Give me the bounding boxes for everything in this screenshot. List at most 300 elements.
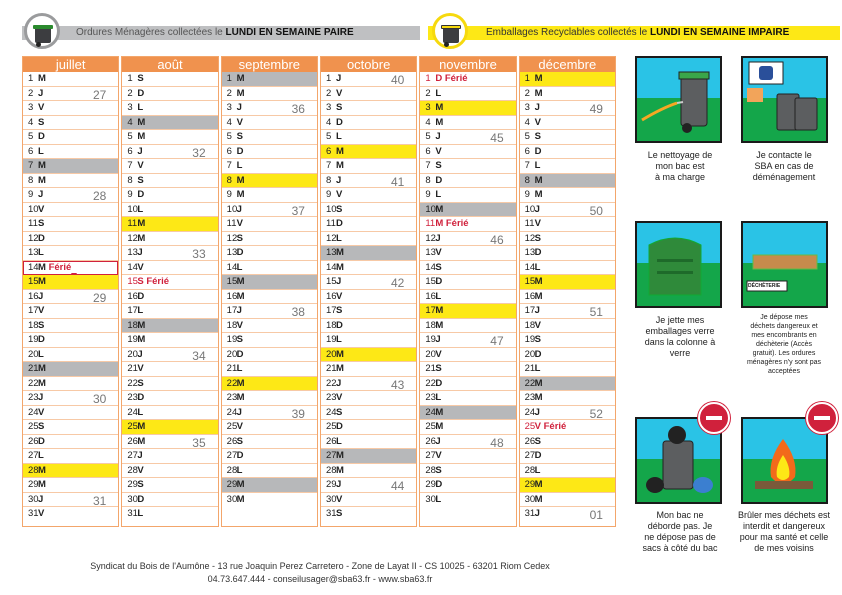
day-letter: M — [435, 203, 444, 215]
week-number: 51 — [589, 305, 603, 319]
day-number: 5 — [325, 131, 332, 142]
day-number: 1 — [127, 73, 133, 84]
day-row — [321, 348, 416, 363]
month-column — [419, 56, 516, 527]
day-number: 25 — [524, 421, 536, 432]
banner-recyclables-day: LUNDI EN SEMAINE IMPAIRE — [649, 27, 790, 38]
day-row — [23, 130, 118, 145]
day-letter: S — [38, 421, 45, 432]
day-row — [420, 464, 515, 479]
day-row — [520, 493, 615, 508]
day-row — [420, 72, 515, 87]
footer-address: Syndicat du Bois de l'Aumône - 13 rue Joaquin Perez Carretero - Zone de Layat II - CS 10025 - 63201 Riom Cedex — [90, 561, 550, 571]
month-header: septembre — [222, 57, 317, 72]
day-row — [520, 246, 615, 261]
day-number: 7 — [325, 160, 332, 171]
day-row — [420, 333, 515, 348]
day-number: 9 — [226, 189, 232, 200]
day-letter: V — [38, 305, 45, 316]
day-number: 7 — [127, 160, 133, 171]
day-row — [23, 101, 118, 116]
day-row — [520, 348, 615, 363]
day-row — [23, 246, 118, 261]
day-number: 23 — [127, 392, 138, 403]
day-letter: L — [137, 203, 144, 215]
day-letter: M — [236, 290, 245, 302]
day-row — [420, 304, 515, 319]
day-row — [222, 420, 317, 435]
day-row — [23, 217, 118, 232]
day-letter: D — [534, 450, 542, 461]
day-letter: V — [435, 145, 442, 157]
no-burning-caption: Brûler mes déchets est interdit et dangereux pour ma santé et celle de mes voisins — [737, 510, 831, 553]
day-row — [222, 116, 317, 131]
day-number: 4 — [425, 116, 431, 128]
day-letter: M — [38, 464, 46, 476]
day-number: 7 — [425, 160, 431, 171]
day-letter: L — [38, 247, 44, 258]
day-row — [420, 290, 515, 305]
day-number: 12 — [28, 232, 39, 244]
week-number: 38 — [291, 305, 305, 319]
day-row — [23, 174, 118, 189]
day-letter: J — [534, 508, 540, 519]
day-row — [222, 261, 317, 276]
day-letter: J — [38, 392, 44, 403]
day-row — [23, 333, 118, 348]
day-letter: V — [236, 319, 243, 331]
day-letter: V — [534, 116, 541, 128]
day-row — [122, 290, 217, 305]
day-number: 26 — [425, 435, 436, 447]
day-row — [23, 319, 118, 334]
recycling-bin-icon — [432, 13, 468, 49]
day-row — [122, 145, 217, 160]
day-row — [520, 217, 615, 232]
day-row — [520, 188, 615, 203]
day-row — [122, 435, 217, 450]
day-row — [122, 232, 217, 247]
day-row — [122, 478, 217, 493]
day-letter: S — [435, 464, 442, 476]
day-number: 12 — [226, 232, 238, 244]
day-number: 2 — [425, 87, 431, 99]
day-row — [420, 232, 515, 247]
day-letter: S — [236, 131, 243, 142]
day-letter: D — [38, 435, 45, 447]
day-number: 21 — [524, 363, 536, 374]
day-letter: M — [435, 218, 444, 229]
day-row — [122, 348, 217, 363]
day-row — [520, 377, 615, 392]
day-number: 27 — [425, 450, 436, 461]
day-row — [222, 87, 317, 102]
day-number: 17 — [28, 305, 39, 316]
day-row — [520, 304, 615, 319]
moving-illustration — [741, 56, 828, 143]
day-number: 9 — [127, 189, 133, 200]
day-row — [321, 478, 416, 493]
day-letter: L — [236, 160, 243, 171]
day-number: 11 — [425, 218, 436, 229]
day-row — [321, 246, 416, 261]
day-letter: J — [435, 435, 441, 447]
day-row — [122, 217, 217, 232]
day-row — [122, 406, 217, 421]
day-number: 2 — [524, 87, 530, 99]
day-number: 9 — [524, 189, 530, 200]
day-number: 24 — [425, 406, 436, 418]
day-number: 25 — [127, 421, 138, 432]
day-letter: M — [534, 276, 543, 287]
day-row — [122, 391, 217, 406]
day-number: 30 — [127, 493, 138, 505]
day-letter: L — [236, 363, 243, 374]
day-number: 13 — [127, 247, 138, 258]
day-letter: D — [236, 348, 244, 360]
day-row — [122, 507, 217, 522]
day-letter: M — [435, 319, 444, 331]
day-row — [122, 87, 217, 102]
day-number: 2 — [325, 87, 332, 99]
day-number: 2 — [226, 87, 232, 99]
day-number: 30 — [425, 493, 436, 505]
day-number: 31 — [28, 508, 39, 519]
day-letter: M — [38, 261, 46, 273]
day-letter: V — [435, 247, 442, 258]
day-number: 15 — [425, 276, 436, 287]
day-letter: M — [435, 102, 444, 113]
day-number: 22 — [127, 377, 138, 389]
day-number: 27 — [325, 450, 337, 461]
day-number: 23 — [425, 392, 436, 403]
day-row — [222, 174, 317, 189]
day-number: 24 — [325, 406, 337, 418]
day-letter: V — [335, 493, 343, 505]
day-row — [23, 145, 118, 160]
cleaning-caption: Le nettoyage de mon bac est à ma charge — [647, 150, 713, 182]
day-row — [23, 203, 118, 218]
footer-contact[interactable]: 04.73.647.444 - conseilusager@sba63.fr - www.sba63.fr — [207, 574, 433, 584]
day-letter: L — [534, 363, 541, 374]
day-row — [420, 406, 515, 421]
day-number: 16 — [28, 290, 39, 302]
day-row — [520, 159, 615, 174]
day-letter: L — [435, 87, 442, 99]
day-number: 10 — [226, 203, 238, 215]
day-letter: V — [38, 406, 45, 418]
collection-calendar — [22, 56, 616, 527]
day-number: 12 — [425, 232, 436, 244]
day-letter: S — [534, 131, 541, 142]
day-number: 22 — [524, 377, 536, 389]
day-number: 20 — [524, 348, 536, 360]
day-row — [122, 464, 217, 479]
day-letter: L — [435, 290, 442, 302]
day-row — [321, 159, 416, 174]
day-number: 26 — [226, 435, 238, 447]
day-number: 8 — [127, 174, 133, 186]
day-number: 16 — [524, 290, 536, 302]
day-number: 1 — [325, 73, 332, 84]
waste-center-caption: Je dépose mes déchets dangereux et mes encombrants en déchèterie (Accès gratuit). Les ordures ménagères n'y sont pas acceptées — [746, 314, 822, 375]
day-number: 14 — [226, 261, 238, 273]
day-number: 5 — [226, 131, 232, 142]
day-number: 2 — [127, 87, 133, 99]
day-letter: M — [137, 131, 146, 142]
day-letter: D — [38, 131, 45, 142]
day-letter: L — [38, 450, 44, 461]
day-row — [321, 188, 416, 203]
day-row — [520, 116, 615, 131]
day-letter: M — [534, 87, 543, 99]
day-number: 14 — [127, 261, 138, 273]
day-number: 30 — [325, 493, 337, 505]
day-number: 11 — [524, 218, 535, 229]
day-number: 14 — [325, 261, 337, 273]
day-number: 30 — [226, 493, 238, 505]
day-letter: V — [38, 102, 45, 113]
day-letter: M — [335, 145, 344, 157]
day-number: 27 — [524, 450, 536, 461]
day-letter: M — [534, 392, 543, 403]
day-number: 6 — [325, 145, 332, 157]
day-row — [23, 507, 118, 522]
day-row — [222, 333, 317, 348]
day-number: 26 — [127, 435, 138, 447]
day-row — [122, 246, 217, 261]
day-letter: V — [534, 421, 541, 432]
moving-caption: Je contacte le SBA en cas de déménagement — [752, 150, 816, 182]
day-row — [23, 391, 118, 406]
day-row — [420, 362, 515, 377]
day-row — [122, 377, 217, 392]
day-number: 25 — [226, 421, 238, 432]
day-row — [321, 203, 416, 218]
banner-household-text: Ordures Ménagères collectées le — [76, 27, 223, 38]
day-number: 15 — [524, 276, 536, 287]
day-letter: M — [38, 363, 46, 374]
day-row — [222, 464, 317, 479]
day-row — [420, 449, 515, 464]
day-letter: L — [38, 348, 44, 360]
day-letter: S — [534, 334, 541, 345]
day-number: 28 — [425, 464, 436, 476]
day-letter: V — [335, 290, 343, 302]
glass-container-illustration — [635, 221, 722, 308]
day-number: 18 — [127, 319, 138, 331]
day-row — [122, 203, 217, 218]
day-row — [321, 217, 416, 232]
day-number: 24 — [28, 406, 39, 418]
holiday-label: Férié — [48, 261, 72, 273]
day-letter: M — [335, 363, 344, 374]
week-number: 30 — [92, 392, 107, 406]
day-row — [420, 188, 515, 203]
day-number: 29 — [127, 479, 138, 490]
day-letter: L — [137, 406, 144, 418]
day-number: 31 — [127, 508, 138, 519]
day-letter: D — [137, 493, 145, 505]
day-number: 10 — [524, 203, 536, 215]
day-number: 4 — [127, 116, 133, 128]
day-number: 20 — [425, 348, 436, 360]
day-letter: S — [335, 203, 343, 215]
day-number: 26 — [524, 435, 536, 447]
day-letter: V — [137, 261, 144, 273]
day-letter: J — [335, 479, 342, 490]
day-letter: L — [335, 334, 342, 345]
day-letter: V — [137, 464, 144, 476]
day-row — [321, 319, 416, 334]
day-letter: M — [137, 319, 146, 331]
waste-center-illustration — [741, 221, 828, 308]
day-number: 3 — [127, 102, 133, 113]
day-number: 5 — [127, 131, 133, 142]
banner-household-waste — [22, 26, 420, 40]
day-row — [520, 130, 615, 145]
day-number: 10 — [127, 203, 138, 215]
day-letter: M — [236, 392, 245, 403]
day-row — [321, 275, 416, 290]
day-row — [222, 319, 317, 334]
day-letter: J — [534, 406, 540, 418]
day-row — [420, 116, 515, 131]
day-row — [23, 493, 118, 508]
day-row — [222, 493, 317, 508]
day-number: 15 — [325, 276, 337, 287]
day-row — [420, 130, 515, 145]
day-row — [321, 174, 416, 189]
day-row — [420, 217, 515, 232]
day-number: 28 — [226, 464, 238, 476]
day-letter: M — [534, 73, 543, 84]
day-letter: L — [435, 392, 442, 403]
week-number: 36 — [291, 102, 305, 116]
day-row — [420, 377, 515, 392]
day-number: 4 — [524, 116, 530, 128]
day-row — [321, 493, 416, 508]
day-number: 6 — [524, 145, 530, 157]
day-number: 11 — [28, 218, 38, 229]
day-number: 1 — [524, 73, 530, 84]
day-number: 4 — [226, 116, 232, 128]
day-letter: D — [534, 348, 542, 360]
day-letter: V — [534, 218, 541, 229]
day-letter: L — [137, 305, 144, 316]
day-letter: D — [435, 73, 443, 84]
holiday-label: Férié — [444, 73, 468, 84]
day-row — [122, 333, 217, 348]
day-letter: D — [435, 174, 443, 186]
day-row — [321, 435, 416, 450]
day-letter: J — [435, 334, 441, 345]
day-number: 3 — [226, 102, 232, 113]
day-letter: S — [534, 435, 541, 447]
day-row — [23, 304, 118, 319]
day-number: 3 — [325, 102, 332, 113]
household-bin-icon — [24, 13, 60, 49]
day-number: 13 — [325, 247, 337, 258]
day-letter: L — [335, 131, 342, 142]
day-letter: J — [38, 189, 44, 200]
day-letter: S — [335, 406, 343, 418]
day-row — [23, 261, 118, 276]
day-letter: V — [137, 160, 144, 171]
day-row — [222, 478, 317, 493]
day-number: 16 — [425, 290, 436, 302]
day-number: 15 — [226, 276, 238, 287]
day-letter: M — [137, 435, 146, 447]
day-row — [23, 406, 118, 421]
day-row — [23, 420, 118, 435]
week-number: 50 — [589, 203, 603, 218]
day-letter: M — [335, 160, 344, 171]
day-row — [520, 435, 615, 450]
week-number: 47 — [490, 334, 504, 348]
day-row — [520, 478, 615, 493]
day-letter: V — [335, 392, 343, 403]
day-letter: M — [335, 464, 344, 476]
day-number: 26 — [28, 435, 39, 447]
day-number: 23 — [28, 392, 39, 403]
day-row — [23, 362, 118, 377]
day-row — [222, 304, 317, 319]
day-number: 7 — [226, 160, 232, 171]
day-number: 6 — [226, 145, 232, 157]
day-number: 30 — [524, 493, 536, 505]
day-letter: S — [335, 305, 343, 316]
day-row — [122, 159, 217, 174]
day-row — [321, 116, 416, 131]
day-letter: J — [534, 102, 540, 113]
day-letter: L — [137, 102, 144, 113]
day-number: 17 — [226, 305, 238, 316]
day-letter: S — [137, 174, 144, 186]
day-letter: S — [435, 261, 442, 273]
day-number: 29 — [524, 479, 536, 490]
day-row — [222, 377, 317, 392]
day-letter: L — [137, 508, 144, 519]
day-letter: D — [137, 290, 145, 302]
day-letter: M — [335, 348, 344, 360]
day-number: 13 — [524, 247, 536, 258]
holiday-label: Férié — [543, 421, 567, 432]
day-letter: J — [38, 87, 44, 99]
day-number: 24 — [226, 406, 238, 418]
day-letter: L — [236, 261, 243, 273]
day-letter: M — [236, 479, 245, 490]
day-number: 20 — [127, 348, 138, 360]
day-row — [420, 348, 515, 363]
day-row — [520, 275, 615, 290]
day-number: 22 — [226, 377, 238, 389]
day-number: 25 — [425, 421, 436, 432]
week-number: 49 — [589, 102, 603, 116]
day-letter: M — [435, 305, 444, 316]
day-letter: M — [534, 174, 543, 186]
day-number: 22 — [325, 377, 337, 389]
day-number: 27 — [28, 450, 39, 461]
week-number: 33 — [192, 247, 206, 261]
banner-recyclables-text: Emballages Recyclables collectés le — [486, 27, 648, 38]
day-row — [222, 290, 317, 305]
day-row — [520, 406, 615, 421]
day-row — [520, 101, 615, 116]
day-letter: M — [236, 276, 245, 287]
day-row — [222, 101, 317, 116]
week-number: 44 — [390, 479, 405, 493]
